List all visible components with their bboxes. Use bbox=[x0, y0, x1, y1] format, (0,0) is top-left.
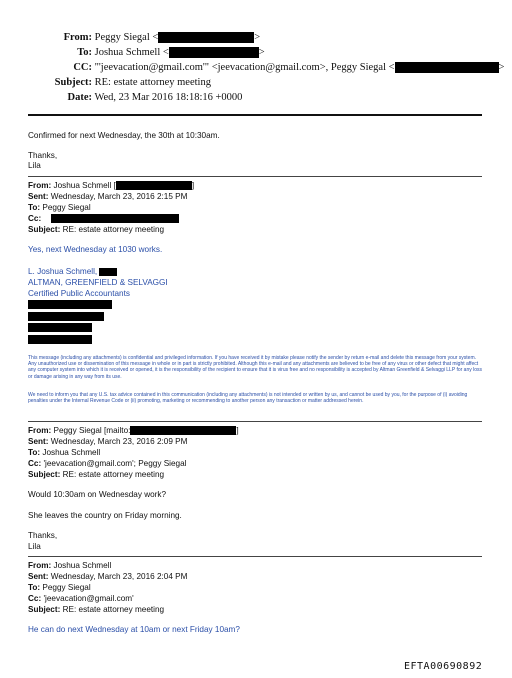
q1-sent-value: Wednesday, March 23, 2016 2:15 PM bbox=[50, 192, 188, 201]
q2-body-line-2: She leaves the country on Friday morning. bbox=[28, 511, 182, 520]
q1-subject-value: RE: estate attorney meeting bbox=[62, 225, 165, 234]
q1-from-value: Joshua Schmell [ bbox=[53, 181, 116, 190]
redaction-box bbox=[158, 32, 254, 43]
q2-from-row bbox=[28, 425, 239, 436]
q1-from-row bbox=[28, 180, 194, 191]
header-cc-value: "'jeevacation@gmail.com'" <jeevacation@gmail.com>, Peggy Siegal < bbox=[94, 62, 395, 73]
q3-sent-value: Wednesday, March 23, 2016 2:04 PM bbox=[50, 572, 188, 581]
q3-subject-value: RE: estate attorney meeting bbox=[62, 605, 165, 614]
redaction-box bbox=[169, 47, 259, 58]
header-from-value: Peggy Siegal < bbox=[94, 32, 159, 43]
header-from-row bbox=[48, 30, 260, 45]
q3-sent-label: Sent: bbox=[28, 572, 49, 581]
redaction-box bbox=[28, 323, 92, 332]
signature-name: Lila bbox=[28, 161, 41, 170]
q1-sent-row bbox=[28, 191, 187, 202]
q2-to-label: To: bbox=[28, 448, 41, 457]
q3-subject-row bbox=[28, 604, 164, 615]
bates-number: EFTA00690892 bbox=[404, 661, 483, 672]
header-from-label: From: bbox=[63, 32, 92, 43]
redaction-box bbox=[130, 426, 239, 435]
q2-cc-label: Cc: bbox=[28, 459, 42, 468]
header-subject-row bbox=[48, 75, 211, 90]
redaction-box bbox=[28, 335, 92, 344]
header-date-row bbox=[48, 90, 242, 105]
q1-cc-label: Cc: bbox=[28, 214, 42, 223]
q1-sig-title: Certified Public Accountants bbox=[28, 289, 130, 298]
header-divider bbox=[28, 114, 482, 116]
q2-signature: Lila bbox=[28, 542, 41, 551]
quote-divider bbox=[28, 556, 482, 557]
redaction-box bbox=[395, 62, 499, 73]
header-date-value: Wed, 23 Mar 2016 18:18:16 +0000 bbox=[94, 92, 243, 103]
q1-to-value: Peggy Siegal bbox=[42, 203, 91, 212]
header-cc-row bbox=[48, 60, 504, 75]
q2-from-value: Peggy Siegal [mailto: bbox=[53, 426, 131, 435]
q3-cc-label: Cc: bbox=[28, 594, 42, 603]
q2-subject-row bbox=[28, 469, 164, 480]
redaction-box bbox=[28, 300, 112, 309]
q2-subject-label: Subject: bbox=[28, 470, 61, 479]
q2-subject-value: RE: estate attorney meeting bbox=[62, 470, 165, 479]
header-subject-value: RE: estate attorney meeting bbox=[94, 77, 211, 88]
tax-disclaimer: We need to inform you that any U.S. tax advice contained in this communication (including any attachments) is not intended or written by us, and cannot be used by you, for the purpose of (i) avoiding penalties under the Internal Revenue Code or (ii) promoting, marketing or recommending to another person any transaction or matter addressed herein. bbox=[28, 392, 468, 405]
header-cc-label: CC: bbox=[73, 62, 92, 73]
q1-body: Yes, next Wednesday at 1030 works. bbox=[28, 245, 163, 254]
q1-from-tail: ] bbox=[191, 181, 195, 190]
q3-from-label: From: bbox=[28, 561, 52, 570]
q3-from-value: Joshua Schmell bbox=[53, 561, 112, 570]
header-to-value: Joshua Schmell < bbox=[94, 47, 169, 58]
redaction-box bbox=[116, 181, 195, 190]
q3-to-label: To: bbox=[28, 583, 41, 592]
redaction-box bbox=[28, 312, 104, 321]
q1-subject-row bbox=[28, 224, 164, 235]
header-to-tail: > bbox=[258, 47, 265, 58]
q2-sent-label: Sent: bbox=[28, 437, 49, 446]
q2-sent-value: Wednesday, March 23, 2016 2:09 PM bbox=[50, 437, 188, 446]
legal-disclaimer: This message (including any attachments) is confidential and privileged information. If you have received it by mistake please notify the sender by return e-mail and delete this message from your system. Any unauthorized use or dissemination of this message in whole or in part is strictly prohibited. Although this e-mail and any attachments are believed to be free of any virus or other defect that might affect any computer system into which it is received or opened, it is the responsibility of the recipient to ensure that it is virus free and no responsibility is accepted by Altman Greenfield & Selvaggi LLP for any loss or damage arising in any way from its use. bbox=[28, 355, 483, 380]
q1-sig-firm: ALTMAN, GREENFIELD & SELVAGGI bbox=[28, 278, 168, 287]
q3-to-row bbox=[28, 582, 91, 593]
header-to-label: To: bbox=[77, 47, 92, 58]
header-cc-tail: > bbox=[498, 62, 505, 73]
q1-sig-name: L. Joshua Schmell, bbox=[28, 267, 98, 276]
redaction-box bbox=[51, 214, 179, 223]
signoff: Thanks, bbox=[28, 151, 58, 160]
q3-from-row bbox=[28, 560, 111, 571]
q1-cc-row bbox=[28, 213, 179, 224]
redaction-box bbox=[99, 268, 117, 276]
q2-body-line-1: Would 10:30am on Wednesday work? bbox=[28, 490, 167, 499]
q3-subject-label: Subject: bbox=[28, 605, 61, 614]
q3-sent-row bbox=[28, 571, 187, 582]
header-to-row bbox=[48, 45, 265, 60]
q1-to-label: To: bbox=[28, 203, 41, 212]
header-date-label: Date: bbox=[67, 92, 92, 103]
q2-to-value: Joshua Schmell bbox=[42, 448, 101, 457]
q2-cc-value: 'jeevacation@gmail.com'; Peggy Siegal bbox=[43, 459, 187, 468]
quote-divider bbox=[28, 176, 482, 177]
header-from-tail: > bbox=[254, 32, 261, 43]
q2-cc-row bbox=[28, 458, 186, 469]
q1-sig-name-row bbox=[28, 266, 117, 277]
q2-signoff: Thanks, bbox=[28, 531, 58, 540]
q2-to-row bbox=[28, 447, 100, 458]
q1-from-label: From: bbox=[28, 181, 52, 190]
q1-to-row bbox=[28, 202, 91, 213]
q1-sent-label: Sent: bbox=[28, 192, 49, 201]
quote-divider bbox=[28, 421, 482, 422]
q3-to-value: Peggy Siegal bbox=[42, 583, 91, 592]
q3-cc-value: 'jeevacation@gmail.com' bbox=[43, 594, 134, 603]
q3-cc-row bbox=[28, 593, 134, 604]
q3-body: He can do next Wednesday at 10am or next Friday 10am? bbox=[28, 625, 240, 634]
q1-subject-label: Subject: bbox=[28, 225, 61, 234]
header-subject-label: Subject: bbox=[54, 77, 92, 88]
q2-from-tail: ] bbox=[236, 426, 239, 435]
q2-sent-row bbox=[28, 436, 187, 447]
message-text: Confirmed for next Wednesday, the 30th at 10:30am. bbox=[28, 131, 220, 140]
q2-from-label: From: bbox=[28, 426, 52, 435]
